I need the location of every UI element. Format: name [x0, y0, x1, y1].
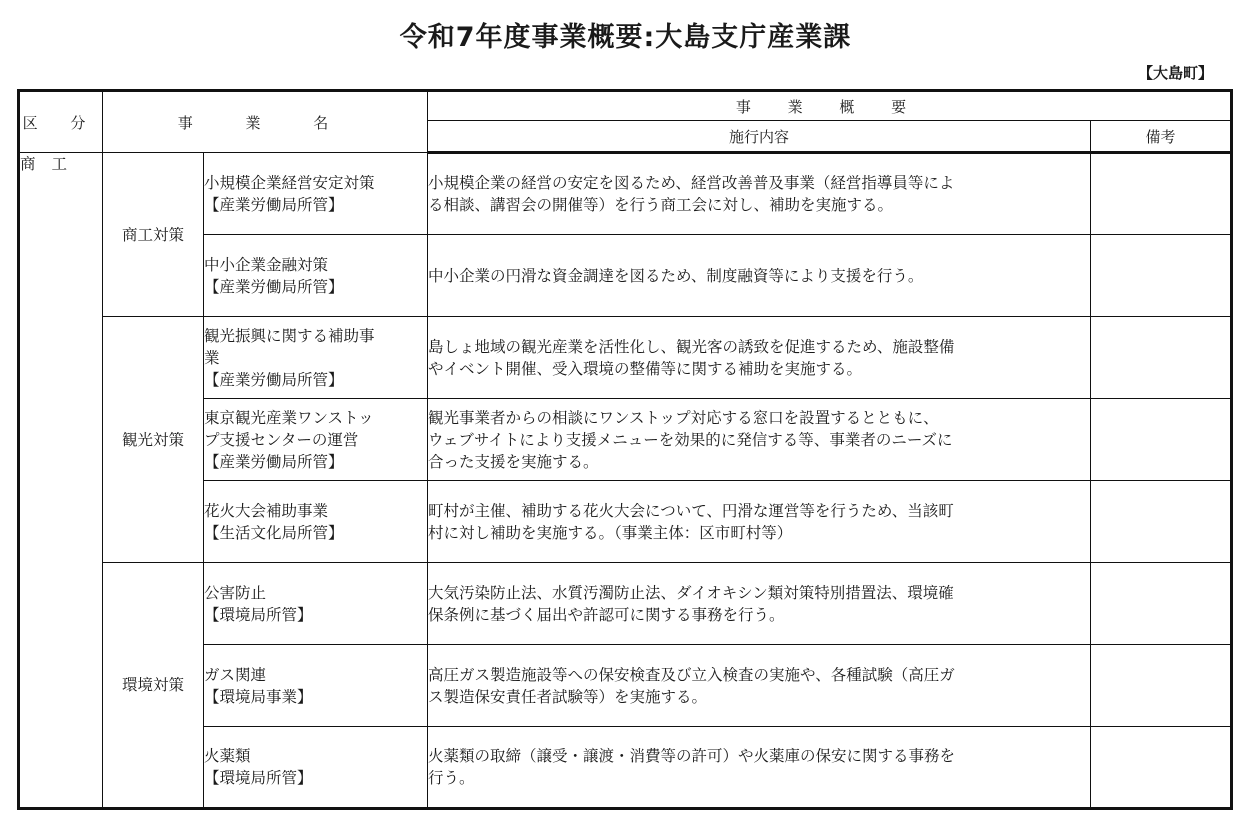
business-name-line: 花火大会補助事業	[204, 501, 329, 520]
remarks-cell	[1091, 727, 1232, 809]
content-line: 町村が主催、補助する花火大会について、円滑な運営等を行うため、当該町	[428, 501, 954, 520]
content-line: 中小企業の円滑な資金調達を図るため、制度融資等により支援を行う。	[428, 266, 924, 285]
header-jigyo-mei: 事 業 名	[103, 91, 428, 153]
business-name-line: 【産業労働局所管】	[204, 370, 344, 389]
business-name-cell	[204, 727, 428, 809]
business-name-cell	[204, 235, 428, 317]
remarks-cell	[1091, 317, 1232, 399]
category-cell: 観光対策	[103, 317, 204, 563]
business-name-line: 小規模企業経営安定対策	[204, 173, 375, 192]
table-row	[19, 153, 1232, 235]
remarks-cell	[1091, 563, 1232, 645]
content-line: 村に対し補助を実施する。（事業主体：区市町村等）	[428, 523, 793, 542]
remarks-cell	[1091, 153, 1232, 235]
page-title: 令和7年度事業概要:大島支庁産業課	[399, 22, 852, 53]
business-name-cell	[204, 481, 428, 563]
remarks-cell	[1091, 645, 1232, 727]
business-name-cell	[204, 153, 428, 235]
business-name-line: 【環境局所管】	[204, 605, 313, 624]
header-biko: 備考	[1091, 121, 1232, 153]
business-name-line: 東京観光産業ワンストッ	[204, 408, 374, 427]
business-name-line: 【環境局事業】	[204, 687, 313, 706]
table-row	[19, 317, 1232, 399]
business-name-line: 業	[204, 348, 220, 367]
content-cell	[428, 153, 1091, 235]
business-name-cell	[204, 399, 428, 481]
category-cell: 商工対策	[103, 153, 204, 317]
content-cell	[428, 399, 1091, 481]
header-kubun: 区 分	[19, 91, 103, 153]
business-name-line: 火薬類	[204, 747, 251, 765]
business-name-line: 【産業労働局所管】	[204, 452, 344, 471]
content-line: ウェブサイトにより支援メニューを効果的に発信する等、事業者のニーズに	[428, 430, 953, 449]
business-name-line: 【生活文化局所管】	[204, 523, 344, 542]
content-line: 行う。	[428, 769, 475, 787]
content-cell	[428, 727, 1091, 809]
business-name-line: 【産業労働局所管】	[204, 277, 344, 296]
header-shiko-naiyo: 施行内容	[428, 121, 1091, 153]
content-line: 観光事業者からの相談にワンストップ対応する窓口を設置するとともに、	[428, 408, 939, 427]
business-name-cell	[204, 563, 428, 645]
content-line: ス製造保安責任者試験等）を実施する。	[428, 687, 708, 706]
remarks-cell	[1091, 481, 1232, 563]
business-name-cell	[204, 317, 428, 399]
content-line: 島しょ地域の観光産業を活性化し、観光客の誘致を促進するため、施設整備	[428, 337, 955, 356]
business-name-line: 中小企業金融対策	[204, 255, 329, 274]
content-line: やイベント開催、受入環境の整備等に関する補助を実施する。	[428, 359, 863, 378]
remarks-cell	[1091, 399, 1232, 481]
content-line: 合った支援を実施する。	[428, 452, 599, 471]
content-cell	[428, 563, 1091, 645]
category-cell: 環境対策	[103, 563, 204, 809]
table-body	[19, 153, 1232, 809]
content-line: 大気汚染防止法、水質汚濁防止法、ダイオキシン類対策特別措置法、環境確	[428, 583, 954, 602]
content-cell	[428, 317, 1091, 399]
content-cell	[428, 481, 1091, 563]
business-name-line: プ支援センターの運営	[204, 430, 359, 449]
business-name-line: 観光振興に関する補助事	[204, 326, 375, 345]
content-line: 火薬類の取締（譲受・譲渡・消費等の許可）や火薬庫の保安に関する事務を	[428, 747, 956, 765]
content-cell	[428, 235, 1091, 317]
content-cell	[428, 645, 1091, 727]
table-header	[19, 91, 1232, 153]
kubun-cell: 商工	[19, 153, 103, 809]
town-label: 【大島町】	[1137, 64, 1213, 82]
content-line: 保条例に基づく届出や許認可に関する事務を行う。	[428, 605, 785, 624]
remarks-cell	[1091, 235, 1232, 317]
header-jigyo-gaiyo: 事 業 概 要	[428, 91, 1232, 121]
business-overview-table	[17, 89, 1233, 810]
business-name-line: ガス関連	[204, 665, 267, 684]
table-row	[19, 563, 1232, 645]
business-name-line: 【環境局所管】	[204, 769, 313, 787]
business-name-line: 【産業労働局所管】	[204, 195, 344, 214]
content-line: る相談、講習会の開催等）を行う商工会に対し、補助を実施する。	[428, 196, 894, 214]
business-name-cell	[204, 645, 428, 727]
business-name-line: 公害防止	[204, 583, 267, 602]
content-line: 小規模企業の経営の安定を図るため、経営改善普及事業（経営指導員等によ	[428, 174, 955, 192]
content-line: 高圧ガス製造施設等への保安検査及び立入検査の実施や、各種試験（高圧ガ	[428, 665, 955, 684]
